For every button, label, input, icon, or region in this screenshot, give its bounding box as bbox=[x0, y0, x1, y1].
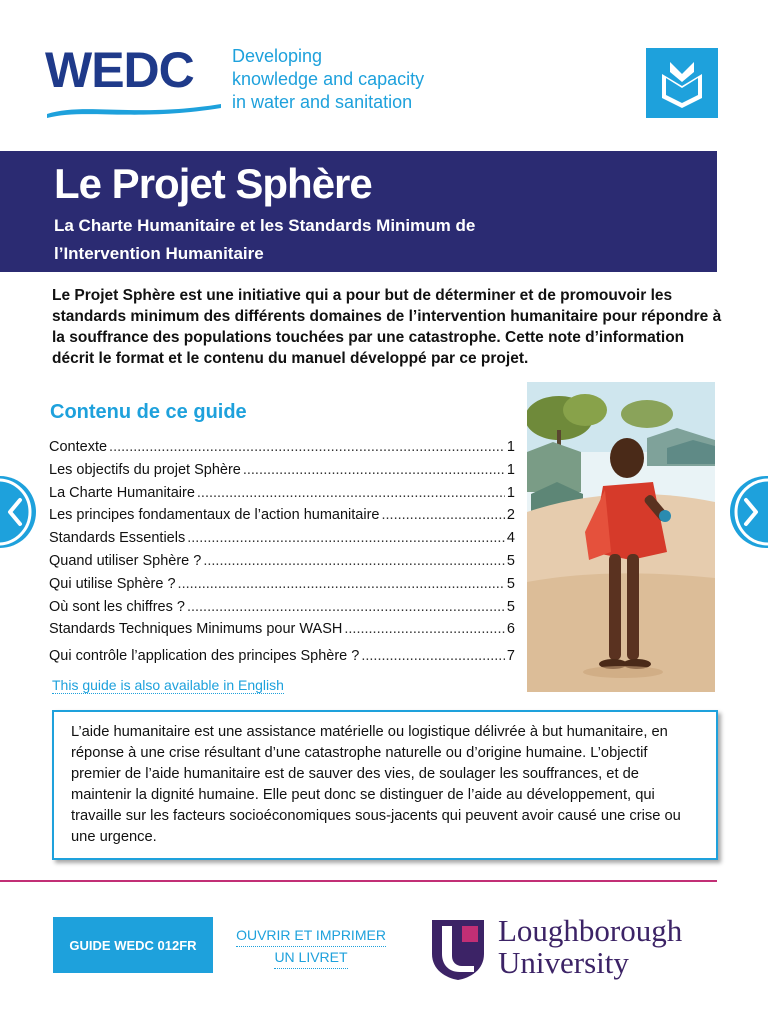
toc-leader bbox=[203, 550, 505, 573]
toc-item-title: Qui contrôle l’application des principes Sphère ? bbox=[49, 648, 360, 665]
book-icon[interactable] bbox=[646, 48, 718, 118]
print-link-line: UN LIVRET bbox=[274, 947, 347, 969]
toc-leader bbox=[178, 573, 505, 596]
university-name-line: Loughborough bbox=[498, 913, 683, 948]
toc-item[interactable] bbox=[49, 482, 515, 505]
toc-item-page: 6 bbox=[506, 621, 515, 638]
toc-item-page: 5 bbox=[506, 552, 515, 569]
university-name bbox=[498, 915, 682, 979]
toc-item[interactable] bbox=[49, 596, 515, 619]
tagline-line: Developing bbox=[232, 46, 323, 66]
toc-item-page: 5 bbox=[506, 575, 515, 592]
toc-heading: Contenu de ce guide bbox=[50, 401, 247, 423]
toc-item-title: La Charte Humanitaire bbox=[49, 484, 195, 501]
english-version-link[interactable]: This guide is also available in English bbox=[52, 677, 284, 693]
toc-item-page: 2 bbox=[506, 507, 515, 524]
toc-item-title: Contexte bbox=[49, 439, 108, 455]
toc-item-page: 7 bbox=[506, 648, 515, 665]
footer-divider bbox=[0, 880, 717, 882]
toc-item[interactable] bbox=[49, 459, 515, 482]
tagline bbox=[232, 45, 424, 114]
wave-graphic bbox=[45, 98, 225, 120]
toc-item-page: 1 bbox=[506, 439, 515, 455]
toc-leader bbox=[381, 504, 504, 527]
toc-leader bbox=[344, 618, 505, 641]
previous-page-button[interactable] bbox=[0, 476, 36, 548]
toc-item-page: 1 bbox=[506, 461, 515, 478]
subtitle-line: l’Intervention Humanitaire bbox=[54, 244, 264, 263]
intro-paragraph: Le Projet Sphère est une initiative qui a pour but de déterminer et de promouvoir les standards minimum des différents domaines de l’intervention humanitaire pour répondre à la souffrance des populations touchées par une catastrophe. Cette note d’information décrit le format et le contenu du manuel développé par ce projet. bbox=[52, 287, 722, 367]
toc-leader bbox=[187, 527, 505, 550]
toc-item-page: 5 bbox=[506, 598, 515, 615]
toc-item[interactable] bbox=[49, 436, 515, 459]
toc-leader bbox=[243, 459, 505, 482]
wedc-logo-text: WEDC bbox=[45, 42, 194, 98]
university-crest-icon bbox=[430, 918, 486, 982]
toc-leader bbox=[197, 482, 505, 505]
loughborough-university-logo bbox=[430, 913, 720, 982]
tagline-line: knowledge and capacity bbox=[232, 69, 425, 89]
page-subtitle bbox=[54, 212, 614, 268]
toc-item[interactable] bbox=[49, 550, 515, 573]
guide-number-badge: GUIDE WEDC 012FR bbox=[53, 917, 213, 973]
toc-item-title: Standards Essentiels bbox=[49, 530, 186, 547]
print-link-line: OUVRIR ET IMPRIMER bbox=[236, 925, 386, 947]
toc-leader bbox=[187, 596, 505, 619]
toc-item-title: Où sont les chiffres ? bbox=[49, 598, 185, 615]
table-of-contents bbox=[49, 436, 515, 668]
toc-item[interactable] bbox=[49, 527, 515, 550]
toc-item[interactable] bbox=[49, 645, 515, 668]
next-page-button[interactable] bbox=[730, 476, 768, 548]
toc-leader bbox=[109, 436, 505, 459]
toc-item-title: Les principes fondamentaux de l’action humanitaire bbox=[49, 507, 380, 524]
tagline-line: in water and sanitation bbox=[232, 92, 413, 112]
subtitle-line: La Charte Humanitaire et les Standards Minimum de bbox=[54, 216, 476, 235]
toc-item-title: Standards Techniques Minimums pour WASH bbox=[49, 621, 343, 638]
toc-item-page: 4 bbox=[506, 530, 515, 547]
page-title: Le Projet Sphère bbox=[54, 160, 372, 207]
toc-item[interactable] bbox=[49, 618, 515, 641]
info-box bbox=[52, 710, 718, 860]
wedc-logo bbox=[45, 40, 225, 120]
toc-item-title: Quand utiliser Sphère ? bbox=[49, 552, 202, 569]
info-box-text: L’aide humanitaire est une assistance matérielle ou logistique délivrée à but humanitaire, en réponse à une crise résultant d’une catastrophe naturelle ou d’origine humaine. L’objectif premier de l’aide humanitaire est de sauver des vies, de soulager les souffrances, et de maintenir la dignité humaine. Elle peut donc se distinguer de l’aide au développement, qui travaille sur les facteurs socioéconomiques sous-jacents qui peuvent avoir causé une crise ou une urgence. bbox=[71, 724, 681, 845]
toc-item-title: Les objectifs du projet Sphère bbox=[49, 461, 241, 478]
toc-leader bbox=[361, 645, 505, 668]
toc-item[interactable] bbox=[49, 573, 515, 596]
university-name-line: University bbox=[498, 945, 629, 980]
child-in-camp-illustration bbox=[527, 382, 715, 692]
toc-item-title: Qui utilise Sphère ? bbox=[49, 575, 176, 592]
print-booklet-link[interactable] bbox=[226, 925, 396, 969]
toc-item-page: 1 bbox=[506, 484, 515, 501]
toc-item[interactable] bbox=[49, 504, 515, 527]
